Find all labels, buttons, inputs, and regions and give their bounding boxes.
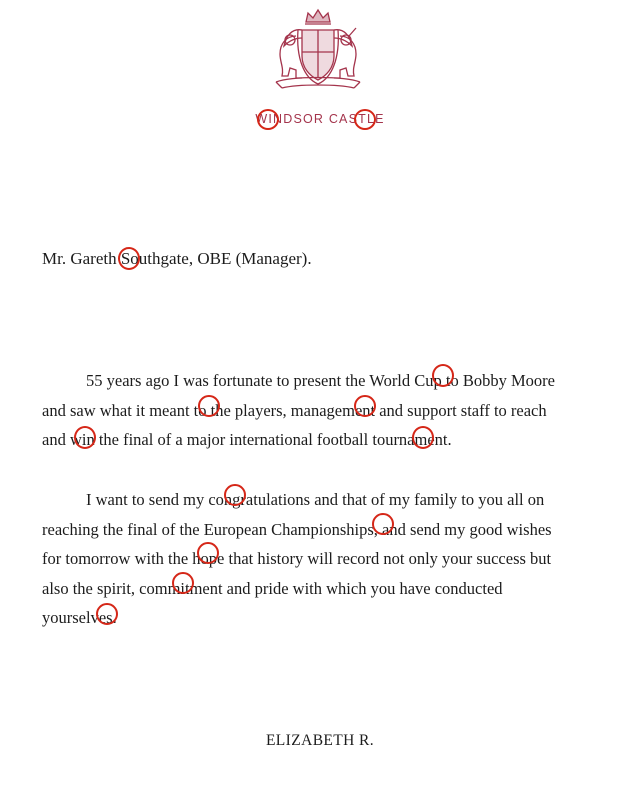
body-paragraph-1 — [42, 366, 622, 455]
paragraph-line: and win the final of a major international football tournament. — [42, 430, 452, 449]
paragraph-line: yourselves. — [42, 608, 117, 627]
paragraph-line: and saw what it meant to the players, management and support staff to reach — [42, 400, 547, 420]
annotation-circle — [172, 572, 194, 594]
paragraph-line: for tomorrow with the hope that history will record not only your success but — [42, 549, 552, 568]
signature: ELIZABETH R. — [265, 732, 375, 749]
annotation-circle — [74, 426, 96, 449]
annotation-circle — [257, 109, 279, 130]
annotation-circle — [432, 364, 454, 387]
annotation-circle — [354, 109, 376, 130]
annotation-circle — [412, 426, 434, 449]
royal-crest-logo — [262, 6, 374, 94]
annotation-circle — [96, 603, 118, 625]
annotation-circle — [224, 484, 246, 506]
annotation-circle — [197, 542, 219, 564]
annotation-circle — [354, 395, 376, 417]
body-paragraph-2 — [42, 485, 622, 633]
letterhead-address: WINDSOR CASTLE — [255, 112, 385, 126]
paragraph-line: 55 years ago I was fortunate to present the World Cup to Bobby Moore — [86, 371, 555, 390]
annotation-circle — [372, 513, 394, 535]
annotation-circle — [198, 395, 220, 417]
paragraph-line: I want to send my congratulations and that of my family to you all on — [86, 490, 545, 509]
paragraph-line: reaching the final of the European Championships, and send my good wishes — [42, 519, 552, 539]
paragraph-line: also the spirit, commitment and pride with which you have conducted — [42, 578, 503, 598]
salutation: Mr. Gareth Southgate, OBE (Manager). — [42, 249, 312, 268]
annotation-circle — [118, 247, 140, 270]
